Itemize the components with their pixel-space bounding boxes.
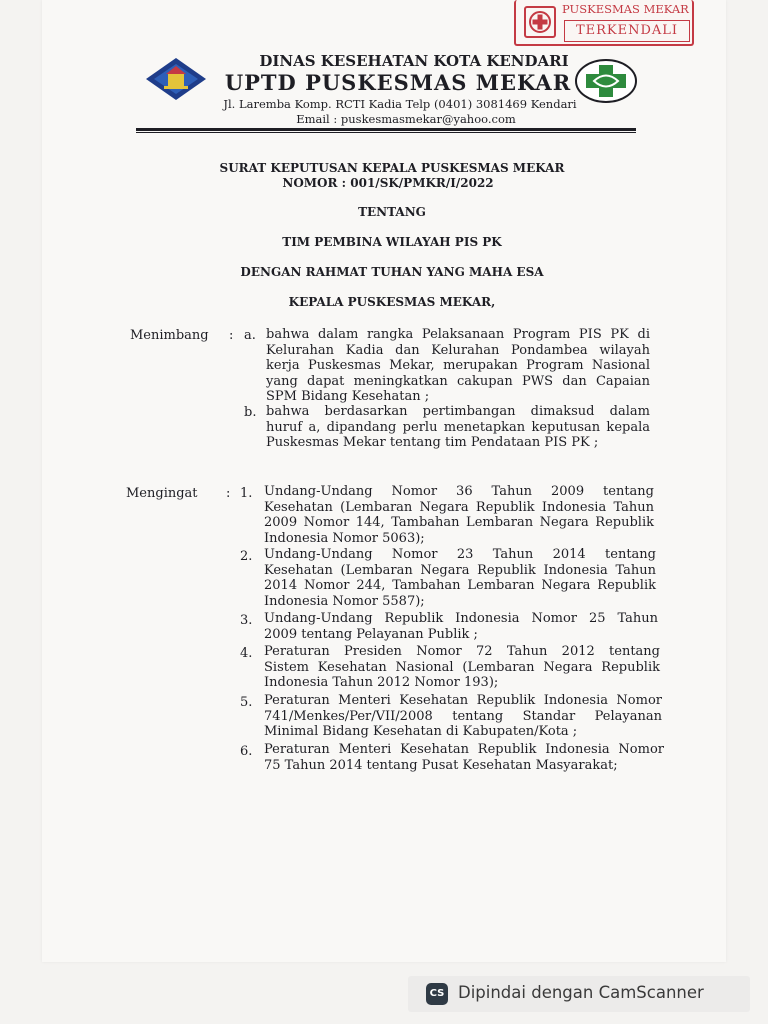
mengingat-item-3: [264, 611, 658, 642]
text-line: 741/Menkes/Per/VII/2008 tentang Standar Pelayanan: [264, 708, 662, 724]
document-page: [42, 0, 726, 962]
text-line: 2009 Nomor 144, Tambahan Lembaran Negara Republik: [264, 515, 654, 530]
mengingat-item-4: [264, 644, 660, 691]
decree-authority: KEPALA PUSKESMAS MEKAR,: [288, 295, 496, 309]
menimbang-marker-b: b.: [244, 405, 257, 420]
text-line: Kesehatan (Lembaran Negara Republik Indonesia Tahun: [264, 562, 656, 578]
text-line: kerja Puskesmas Mekar, merupakan Program Nasional: [266, 358, 650, 373]
text-line: Undang-Undang Republik Indonesia Nomor 25 Tahun: [264, 611, 658, 626]
mengingat-marker-3: 3.: [240, 613, 253, 628]
text-line: Indonesia Nomor 5587);: [264, 593, 425, 609]
text-line: Peraturan Menteri Kesehatan Republik Indonesia Nomor: [264, 742, 664, 757]
decree-about: TENTANG: [358, 205, 426, 219]
text-line: Peraturan Presiden Nomor 72 Tahun 2012 tentang: [264, 644, 660, 659]
stamp-line-2: TERKENDALI: [564, 20, 690, 42]
mengingat-item-2: [264, 547, 656, 609]
camscanner-caption: Dipindai dengan CamScanner: [458, 983, 704, 1002]
text-line: Peraturan Menteri Kesehatan Republik Indonesia Nomor: [264, 693, 662, 708]
camscanner-watermark: [408, 976, 750, 1012]
controlled-stamp: [514, 0, 694, 46]
text-line: huruf a, dipandang perlu menetapkan keputusan kepala: [266, 419, 650, 435]
agency-name: DINAS KESEHATAN KOTA KENDARI: [259, 52, 569, 70]
text-line: 2009 tentang Pelayanan Publik ;: [264, 626, 478, 642]
email-line: Email : puskesmasmekar@yahoo.com: [296, 112, 516, 126]
text-line: 2014 Nomor 244, Tambahan Lembaran Negara Republik: [264, 578, 656, 593]
text-line: Minimal Bidang Kesehatan di Kabupaten/Kota ;: [264, 724, 578, 739]
text-line: Sistem Kesehatan Nasional (Lembaran Negara Republik: [264, 659, 660, 675]
text-line: bahwa berdasarkan pertimbangan dimaksud dalam: [266, 404, 650, 419]
menimbang-item-b: [266, 404, 650, 451]
text-line: SPM Bidang Kesehatan ;: [266, 389, 430, 404]
stamp-line-1: PUSKESMAS MEKAR: [562, 2, 689, 16]
address-line: Jl. Laremba Komp. RCTI Kadia Telp (0401) 3081469 Kendari: [223, 97, 577, 111]
mengingat-item-5: [264, 693, 662, 740]
camscanner-icon: CS: [426, 983, 448, 1005]
decree-invocation: DENGAN RAHMAT TUHAN YANG MAHA ESA: [240, 265, 544, 279]
menimbang-marker-a: a.: [244, 328, 256, 343]
mengingat-item-6: [264, 742, 664, 773]
mengingat-item-1: [264, 484, 654, 546]
header-rule-thin: [136, 132, 636, 133]
decree-title: SURAT KEPUTUSAN KEPALA PUSKESMAS MEKAR: [219, 161, 565, 175]
decree-number: NOMOR : 001/SK/PMKR/I/2022: [282, 176, 494, 190]
mengingat-marker-6: 6.: [240, 744, 253, 759]
text-line: Puskesmas Mekar tentang tim Pendataan PIS PK ;: [266, 435, 599, 450]
text-line: Indonesia Tahun 2012 Nomor 193);: [264, 675, 499, 690]
text-line: Undang-Undang Nomor 23 Tahun 2014 tentang: [264, 547, 656, 562]
menimbang-item-a: [266, 327, 650, 405]
text-line: bahwa dalam rangka Pelaksanaan Program PIS PK di: [266, 327, 650, 342]
mengingat-marker-4: 4.: [240, 646, 253, 661]
unit-name: UPTD PUSKESMAS MEKAR: [224, 70, 572, 95]
header-rule-thick: [136, 128, 636, 131]
text-line: Kesehatan (Lembaran Negara Republik Indonesia Tahun: [264, 499, 654, 515]
mengingat-colon: :: [226, 486, 231, 501]
text-line: 75 Tahun 2014 tentang Pusat Kesehatan Masyarakat;: [264, 757, 618, 773]
text-line: yang dapat meningkatkan cakupan PWS dan Capaian: [266, 373, 650, 389]
text-line: Indonesia Nomor 5063);: [264, 530, 425, 546]
text-line: Kelurahan Kadia dan Kelurahan Pondambea wilayah: [266, 342, 650, 358]
mengingat-label: Mengingat: [126, 486, 198, 501]
mengingat-marker-1: 1.: [240, 486, 253, 501]
mengingat-marker-2: 2.: [240, 549, 253, 564]
text-line: Undang-Undang Nomor 36 Tahun 2009 tentang: [264, 484, 654, 499]
mengingat-marker-5: 5.: [240, 695, 253, 710]
decree-subject: TIM PEMBINA WILAYAH PIS PK: [282, 235, 502, 249]
menimbang-colon: :: [229, 328, 234, 343]
menimbang-label: Menimbang: [130, 328, 209, 343]
red-cross-icon: [524, 6, 556, 38]
